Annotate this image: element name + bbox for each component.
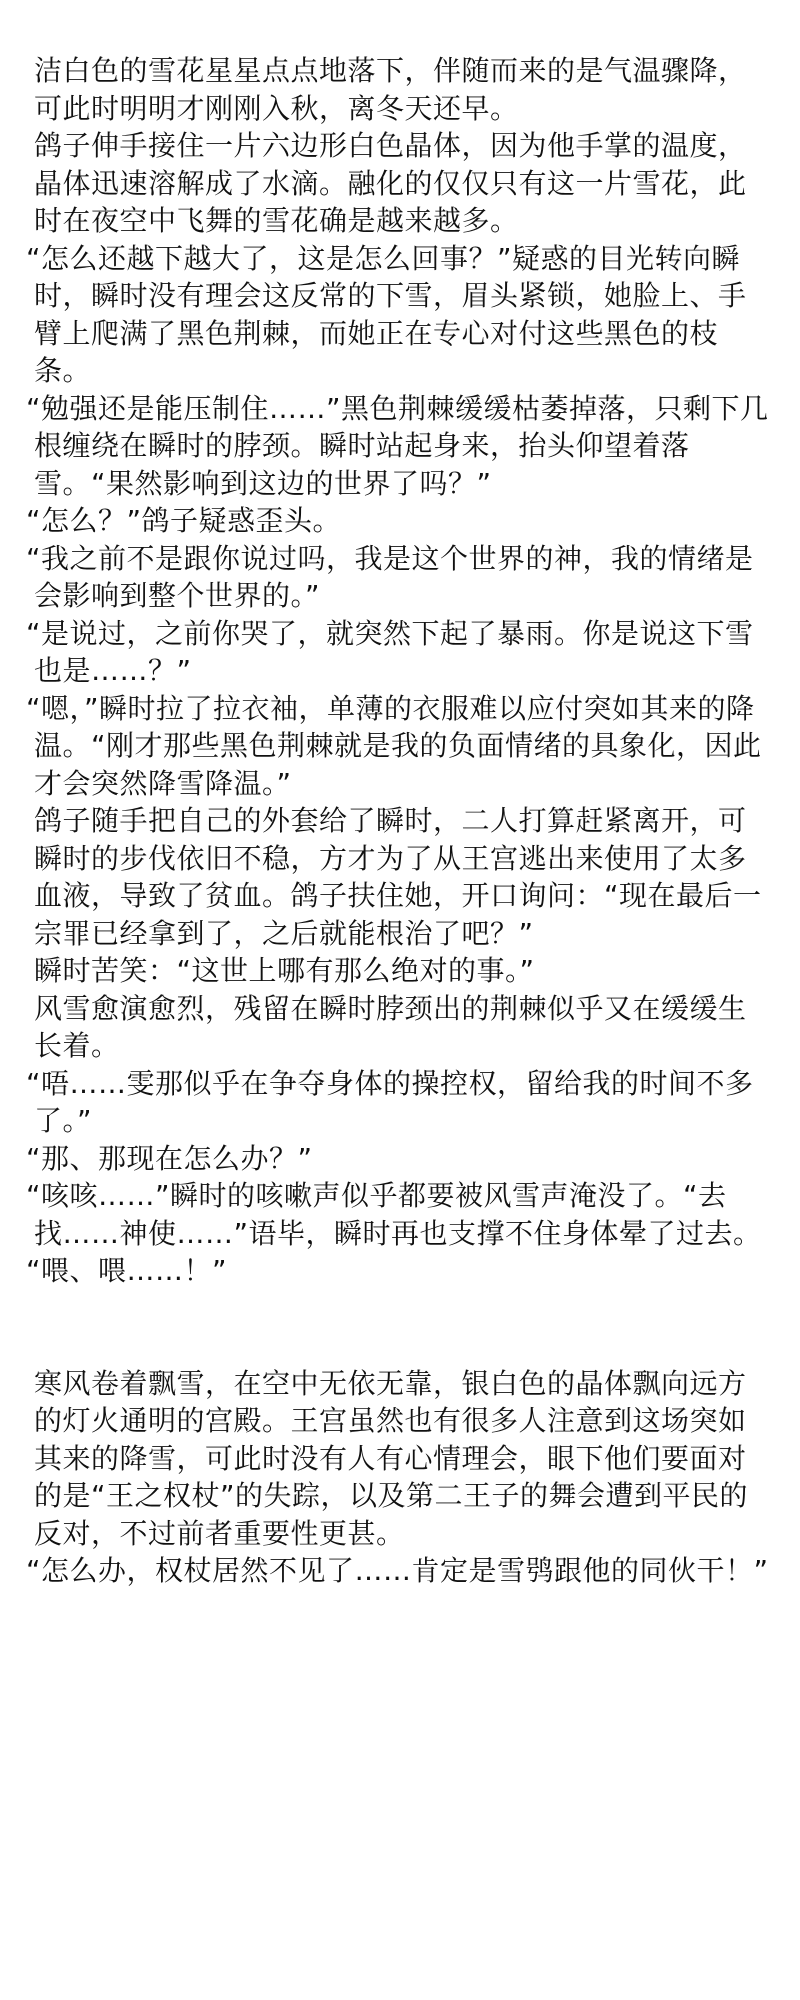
paragraph-2: 鸽子伸手接住一片六边形白色晶体，因为他手掌的温度，晶体迅速溶解成了水滴。融化的仅仅只有这一片雪花，此时在夜空中飞舞的雪花确是越来越多。 <box>34 129 747 237</box>
paragraph-15: “喂、喂……！” <box>26 1254 228 1287</box>
paragraph-13: “那、那现在怎么办？” <box>26 1141 313 1175</box>
paragraph-10: 瞬时苦笑：“这世上哪有那么绝对的事。” <box>34 954 535 987</box>
paragraph-8: “嗯，”瞬时拉了拉衣袖，单薄的衣服难以应付突如其来的降温。“刚才那些黑色荆棘就是我的负面情绪的具象化，因此才会突然降雪降温。” <box>26 691 762 800</box>
paragraph-17: “怎么办，权杖居然不见了……肯定是雪鸮跟他的同伙干！” <box>26 1554 769 1587</box>
paragraph-1: 洁白色的雪花星星点点地落下，伴随而来的是气温骤降，可此时明明才刚刚入秋，离冬天还早。 <box>34 54 747 125</box>
paragraph-5: “怎么？”鸽子疑惑歪头。 <box>26 504 342 537</box>
paragraph-14: “咳咳……”瞬时的咳嗽声似乎都要被风雪声淹没了。“去找……神使……”语毕，瞬时再也支撑不住身体晕了过去。 <box>26 1179 762 1250</box>
paragraph-6: “我之前不是跟你说过吗，我是这个世界的神，我的情绪是会影响到整个世界的。” <box>26 541 754 612</box>
paragraph-16: 寒风卷着飘雪，在空中无依无靠，银白色的晶体飘向远方的灯火通明的宫殿。王宫虽然也有很多人注意到这场突如其来的降雪，可此时没有人有心情理会，眼下他们要面对的是“王之权杖”的失踪，以及第二王子的舞会遭到平民的反对，不过前者重要性更甚。 <box>34 1366 749 1550</box>
paragraph-4: “勉强还是能压制住……”黑色荆棘缓缓枯萎掉落，只剩下几根缠绕在瞬时的脖颈。瞬时站起身来，抬头仰望着落雪。“果然影响到这边的世界了吗？” <box>26 391 769 500</box>
paragraph-3: “怎么还越下越大了，这是怎么回事？”疑惑的目光转向瞬时，瞬时没有理会这反常的下雪，眉头紧锁，她脸上、手臂上爬满了黑色荆棘，而她正在专心对付这些黑色的枝条。 <box>26 241 747 387</box>
paragraph-11: 风雪愈演愈烈，残留在瞬时脖颈出的荆棘似乎又在缓缓生长着。 <box>34 991 747 1062</box>
paragraph-12: “唔……雯那似乎在争夺身体的操控权，留给我的时间不多了。” <box>26 1066 754 1137</box>
section-break <box>34 1290 774 1365</box>
paragraph-9: 鸽子随手把自己的外套给了瞬时，二人打算赶紧离开，可瞬时的步伐依旧不稳，方才为了从王宫逃出来使用了太多血液，导致了贫血。鸽子扶住她，开口询问：“现在最后一宗罪已经拿到了，之后就能根治了吧？” <box>34 804 762 950</box>
article-body <box>26 52 774 1590</box>
paragraph-7: “是说过，之前你哭了，就突然下起了暴雨。你是说这下雪也是……？” <box>26 616 754 687</box>
